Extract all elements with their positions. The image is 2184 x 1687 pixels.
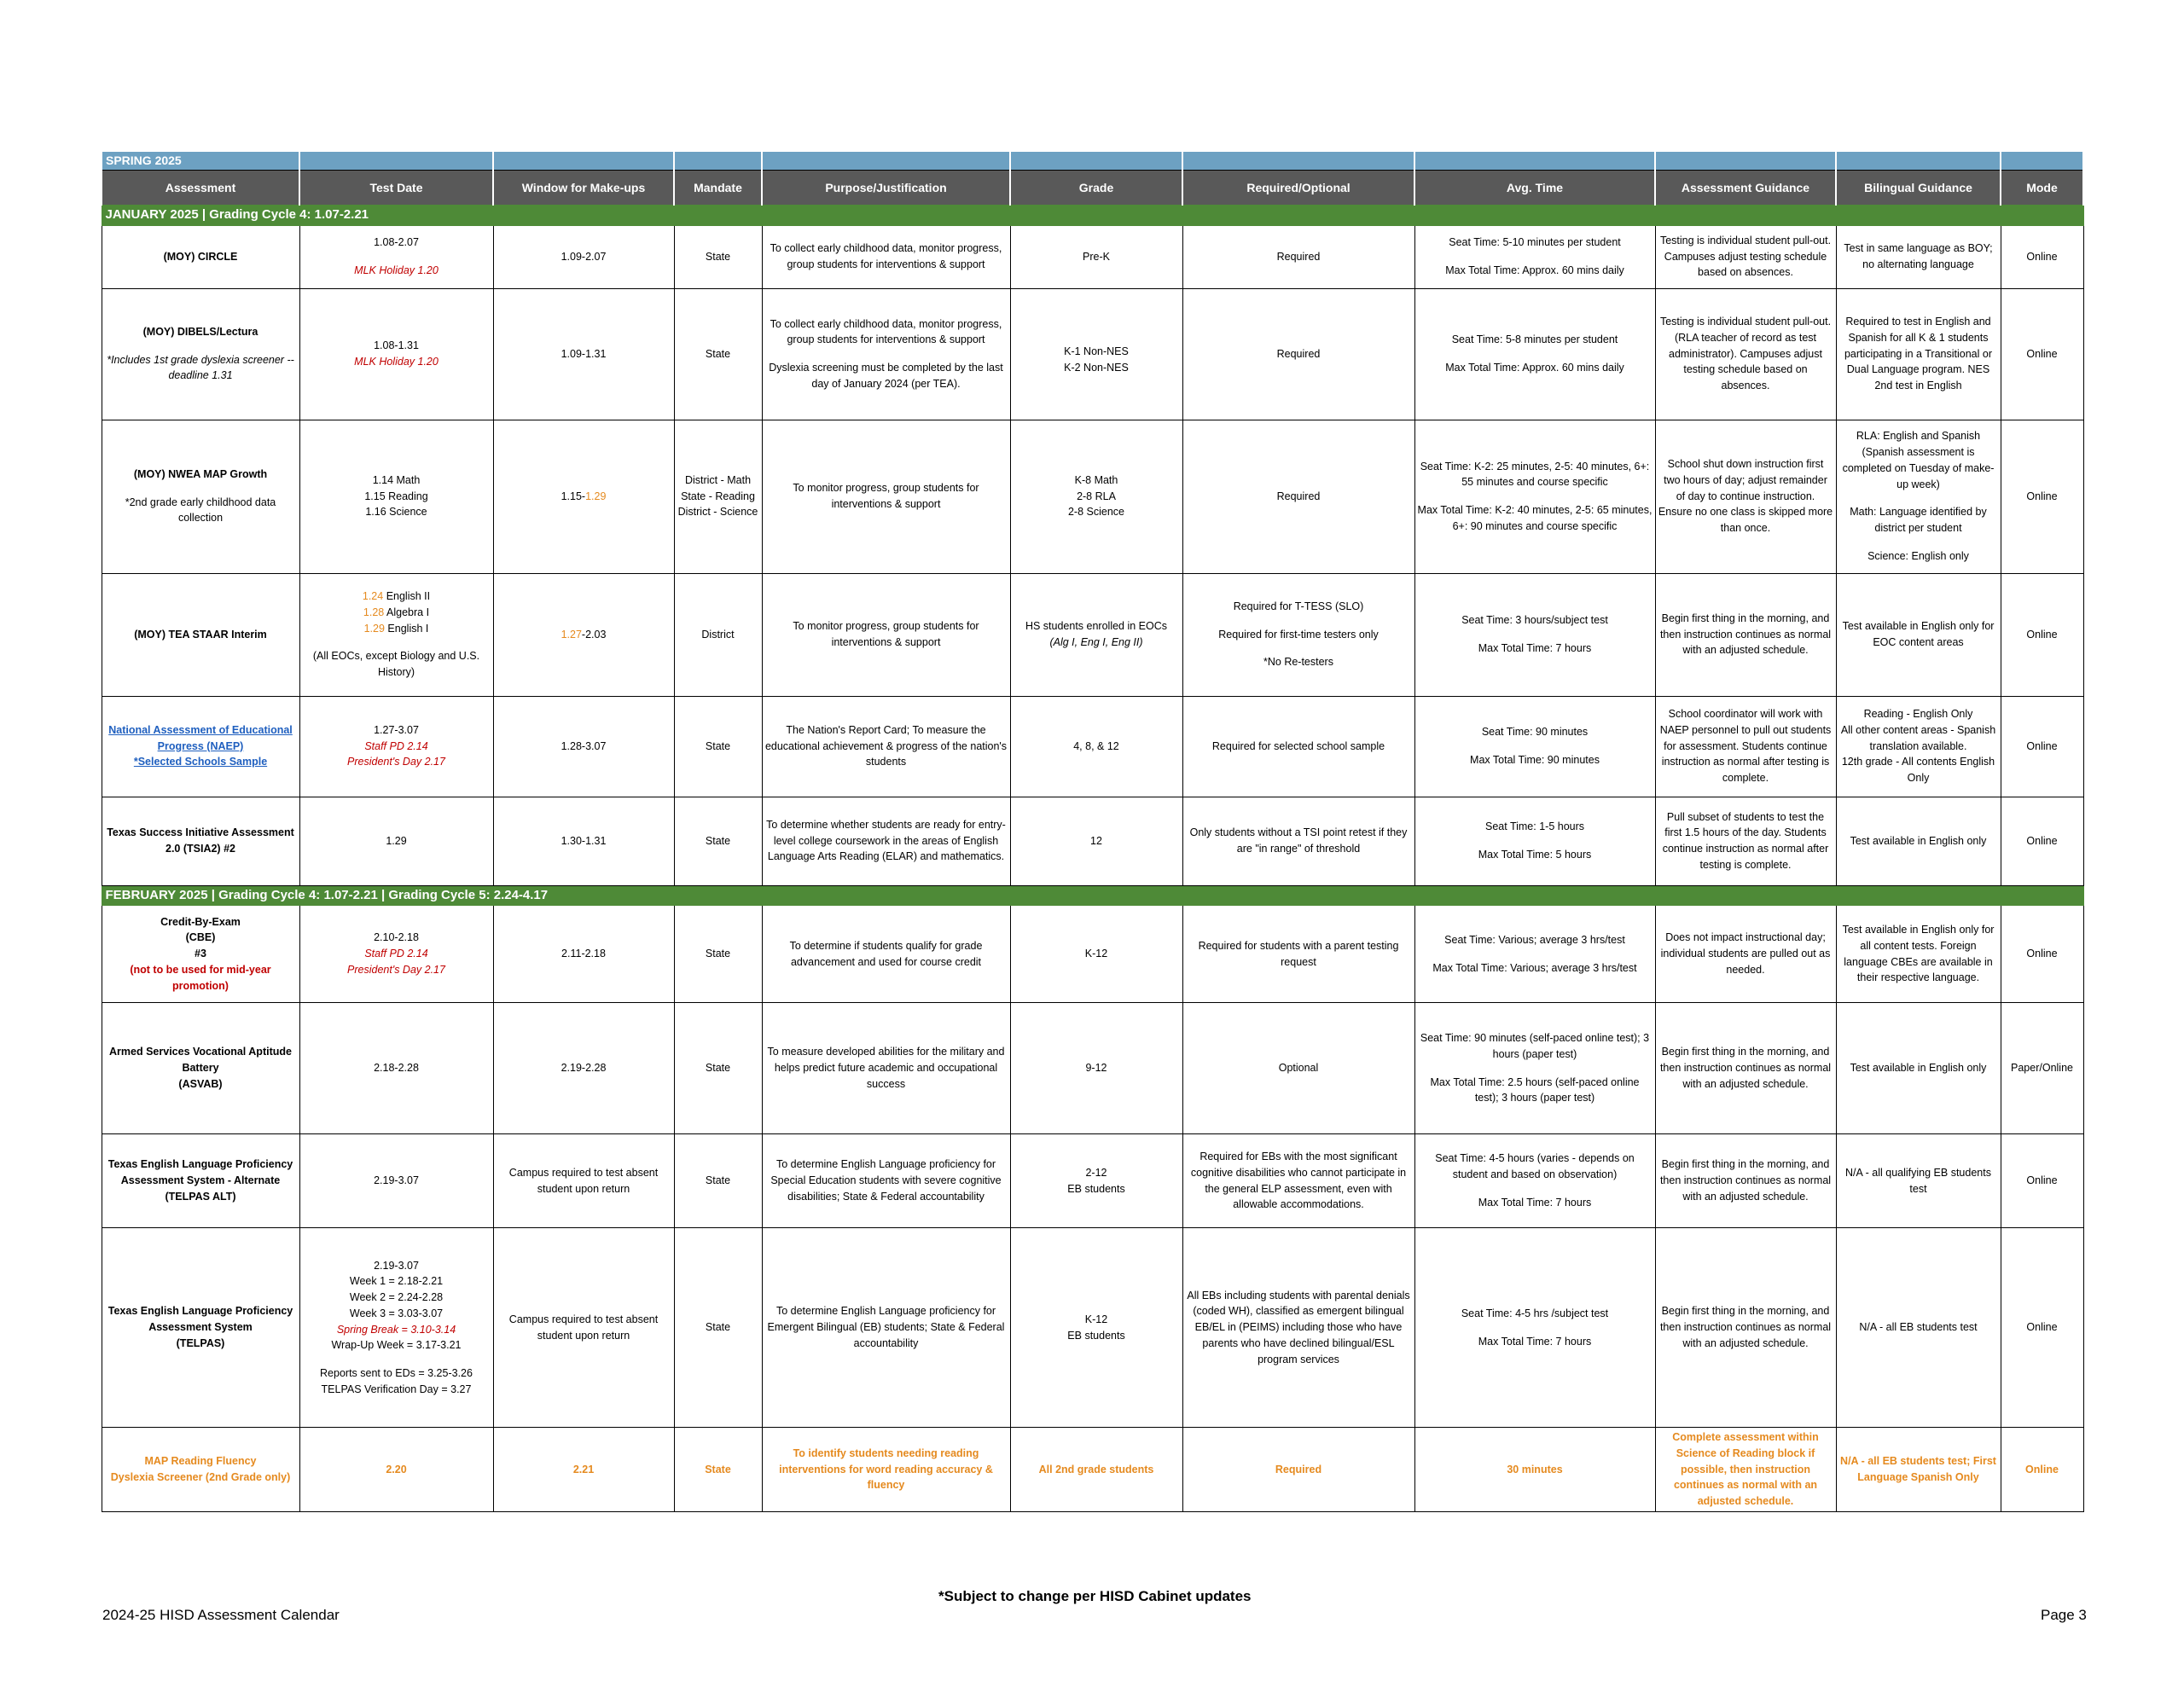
assessment-name: Texas English Language Proficiency Assessment System - Alternate (TELPAS ALT) <box>102 1134 299 1228</box>
purpose: The Nation's Report Card; To measure the educational achievement & progress of the nation's students <box>762 696 1010 797</box>
mode: Online <box>2001 797 2083 885</box>
grade: K-1 Non-NES K-2 Non-NES <box>1010 288 1182 420</box>
purpose: To measure developed abilities for the military and helps predict future academic and occupational success <box>762 1003 1010 1134</box>
required: Only students without a TSI point retest if they are "in range" of threshold <box>1182 797 1414 885</box>
mandate: District <box>674 573 762 696</box>
assessment-calendar-table <box>101 151 2084 1512</box>
mode: Paper/Online <box>2001 1003 2083 1134</box>
cycle-row-january <box>102 206 2083 226</box>
avg-time: Seat Time: 4-5 hrs /subject test Max Total Time: 7 hours <box>1414 1228 1655 1428</box>
table-row <box>102 1003 2083 1134</box>
footer-title: 2024-25 HISD Assessment Calendar <box>102 1607 340 1623</box>
table-row <box>102 288 2083 420</box>
makeup-window: 1.15-1.29 <box>493 420 674 573</box>
grade: K-8 Math 2-8 RLA 2-8 Science <box>1010 420 1182 573</box>
bilingual-guidance: Required to test in English and Spanish for all K & 1 students participating in a Transitional or Dual Language program. NES 2nd test in English <box>1836 288 2001 420</box>
assessment-name: Texas Success Initiative Assessment 2.0 (TSIA2) #2 <box>102 797 299 885</box>
makeup-window: 1.09-1.31 <box>493 288 674 420</box>
makeup-window: Campus required to test absent student upon return <box>493 1228 674 1428</box>
mode: Online <box>2001 1228 2083 1428</box>
test-date: 1.08-1.31 MLK Holiday 1.20 <box>299 288 493 420</box>
table-row <box>102 1134 2083 1228</box>
bilingual-guidance: Test in same language as BOY; no alternating language <box>1836 225 2001 288</box>
grade: K-12 <box>1010 906 1182 1003</box>
purpose: To monitor progress, group students for interventions & support <box>762 573 1010 696</box>
assessment-guidance: Begin first thing in the morning, and then instruction continues as normal with an adjusted schedule. <box>1655 1003 1836 1134</box>
mode: Online <box>2001 906 2083 1003</box>
required: Required for T-TESS (SLO) Required for first-time testers only *No Re-testers <box>1182 573 1414 696</box>
mandate: State <box>674 1228 762 1428</box>
table-row <box>102 1428 2083 1512</box>
assessment-guidance: Testing is individual student pull-out. Campuses adjust testing schedule based on absences. <box>1655 225 1836 288</box>
assessment-name: (MOY) TEA STAAR Interim <box>102 573 299 696</box>
naep-sample-link[interactable]: *Selected Schools Sample <box>133 756 268 768</box>
mode: Online <box>2001 573 2083 696</box>
season-label: SPRING 2025 <box>102 152 299 171</box>
assessment-name: (MOY) CIRCLE <box>102 225 299 288</box>
header-assessment: Assessment <box>102 171 299 206</box>
grade: HS students enrolled in EOCs (Alg I, Eng I, Eng II) <box>1010 573 1182 696</box>
purpose: To collect early childhood data, monitor progress, group students for interventions & support Dyslexia screening must be completed by the last day of January 2024 (per TEA). <box>762 288 1010 420</box>
bilingual-guidance: Test available in English only <box>1836 797 2001 885</box>
assessment-name: Credit-By-Exam (CBE) #3 (not to be used for mid-year promotion) <box>102 906 299 1003</box>
bilingual-guidance: N/A - all EB students test; First Language Spanish Only <box>1836 1428 2001 1512</box>
table-row <box>102 696 2083 797</box>
header-test-date: Test Date <box>299 171 493 206</box>
avg-time: Seat Time: 90 minutes Max Total Time: 90 minutes <box>1414 696 1655 797</box>
test-date: 2.18-2.28 <box>299 1003 493 1134</box>
header-purpose: Purpose/Justification <box>762 171 1010 206</box>
required: Required for selected school sample <box>1182 696 1414 797</box>
mandate: State <box>674 1134 762 1228</box>
makeup-window: 1.30-1.31 <box>493 797 674 885</box>
avg-time: Seat Time: 3 hours/subject test Max Total Time: 7 hours <box>1414 573 1655 696</box>
bilingual-guidance: Reading - English Only All other content areas - Spanish translation available. 12th grade - All contents English Only <box>1836 696 2001 797</box>
bilingual-guidance: RLA: English and Spanish (Spanish assessment is completed on Tuesday of make-up week) Math: Language identified by district per student Science: English only <box>1836 420 2001 573</box>
test-date: 2.20 <box>299 1428 493 1512</box>
table-row <box>102 797 2083 885</box>
assessment-name: Texas English Language Proficiency Assessment System (TELPAS) <box>102 1228 299 1428</box>
avg-time: Seat Time: 4-5 hours (varies - depends on student and based on observation) Max Total Time: 7 hours <box>1414 1134 1655 1228</box>
bilingual-guidance: Test available in English only for EOC content areas <box>1836 573 2001 696</box>
assessment-guidance: School coordinator will work with NAEP personnel to pull out students for assessment. Students continue instruction as normal after testing is complete. <box>1655 696 1836 797</box>
table-row <box>102 420 2083 573</box>
mandate: District - Math State - Reading District - Science <box>674 420 762 573</box>
avg-time: Seat Time: K-2: 25 minutes, 2-5: 40 minutes, 6+: 55 minutes and course specific Max Total Time: K-2: 40 minutes, 2-5: 65 minutes, 6+: 90 minutes and course specific <box>1414 420 1655 573</box>
mandate: State <box>674 696 762 797</box>
bilingual-guidance: Test available in English only <box>1836 1003 2001 1134</box>
test-date: 1.29 <box>299 797 493 885</box>
grade: 12 <box>1010 797 1182 885</box>
purpose: To identify students needing reading interventions for word reading accuracy & fluency <box>762 1428 1010 1512</box>
bilingual-guidance: N/A - all qualifying EB students test <box>1836 1134 2001 1228</box>
season-row <box>102 152 2083 171</box>
assessment-guidance: Pull subset of students to test the first 1.5 hours of the day. Students continue instruction as normal after testing is complete. <box>1655 797 1836 885</box>
makeup-window: 1.09-2.07 <box>493 225 674 288</box>
table-row <box>102 225 2083 288</box>
test-date: 1.14 Math 1.15 Reading 1.16 Science <box>299 420 493 573</box>
grade: K-12 EB students <box>1010 1228 1182 1428</box>
naep-link[interactable]: National Assessment of Educational Progress (NAEP) <box>108 723 293 752</box>
purpose: To determine if students qualify for grade advancement and used for course credit <box>762 906 1010 1003</box>
grade: All 2nd grade students <box>1010 1428 1182 1512</box>
assessment-name <box>102 696 299 797</box>
avg-time: Seat Time: 90 minutes (self-paced online test); 3 hours (paper test) Max Total Time: 2.5 hours (self-paced online test); 3 hours (paper test) <box>1414 1003 1655 1134</box>
mandate: State <box>674 1428 762 1512</box>
required: Required for students with a parent testing request <box>1182 906 1414 1003</box>
makeup-window: 2.11-2.18 <box>493 906 674 1003</box>
assessment-name: (MOY) DIBELS/Lectura *Includes 1st grade dyslexia screener -- deadline 1.31 <box>102 288 299 420</box>
avg-time: Seat Time: 5-10 minutes per student Max Total Time: Approx. 60 mins daily <box>1414 225 1655 288</box>
mandate: State <box>674 225 762 288</box>
required: Required <box>1182 420 1414 573</box>
table-row <box>102 1228 2083 1428</box>
cycle-row-february <box>102 885 2083 906</box>
footer-note: *Subject to change per HISD Cabinet updates <box>938 1588 1252 1604</box>
avg-time: Seat Time: Various; average 3 hrs/test Max Total Time: Various; average 3 hrs/test <box>1414 906 1655 1003</box>
required: Required for EBs with the most significant cognitive disabilities who cannot participate in the general ELP assessment, even with allowable accommodations. <box>1182 1134 1414 1228</box>
grade: 2-12 EB students <box>1010 1134 1182 1228</box>
makeup-window: 1.27-2.03 <box>493 573 674 696</box>
table-row <box>102 906 2083 1003</box>
bilingual-guidance: Test available in English only for all content tests. Foreign language CBEs are available in their respective language. <box>1836 906 2001 1003</box>
required: Optional <box>1182 1003 1414 1134</box>
header-required: Required/Optional <box>1182 171 1414 206</box>
header-row <box>102 171 2083 206</box>
purpose: To determine whether students are ready for entry-level college coursework in the areas of English Language Arts Reading (ELAR) and mathematics. <box>762 797 1010 885</box>
cycle-label-january: JANUARY 2025 | Grading Cycle 4: 1.07-2.21 <box>102 206 2083 226</box>
assessment-guidance: Begin first thing in the morning, and then instruction continues as normal with an adjusted schedule. <box>1655 1228 1836 1428</box>
makeup-window: 2.19-2.28 <box>493 1003 674 1134</box>
mandate: State <box>674 1003 762 1134</box>
required: Required <box>1182 288 1414 420</box>
required: All EBs including students with parental denials (coded WH), classified as emergent bilingual EB/EL in (PEIMS) including those who have parents who have declined bilingual/ESL program services <box>1182 1228 1414 1428</box>
assessment-guidance: Testing is individual student pull-out. (RLA teacher of record as test administrator). Campuses adjust testing schedule based on absences. <box>1655 288 1836 420</box>
test-date: 1.24 English II 1.28 Algebra I 1.29 English I (All EOCs, except Biology and U.S. History) <box>299 573 493 696</box>
header-assessment-guidance: Assessment Guidance <box>1655 171 1836 206</box>
purpose: To determine English Language proficiency for Special Education students with severe cognitive disabilities; State & Federal accountability <box>762 1134 1010 1228</box>
bilingual-guidance: N/A - all EB students test <box>1836 1228 2001 1428</box>
header-makeups: Window for Make-ups <box>493 171 674 206</box>
header-grade: Grade <box>1010 171 1182 206</box>
makeup-window: 2.21 <box>493 1428 674 1512</box>
test-date: 1.08-2.07 MLK Holiday 1.20 <box>299 225 493 288</box>
avg-time: 30 minutes <box>1414 1428 1655 1512</box>
mode: Online <box>2001 1428 2083 1512</box>
test-date: 2.10-2.18 Staff PD 2.14 President's Day 2.17 <box>299 906 493 1003</box>
mandate: State <box>674 906 762 1003</box>
required: Required <box>1182 225 1414 288</box>
test-date: 2.19-3.07 Week 1 = 2.18-2.21 Week 2 = 2.24-2.28 Week 3 = 3.03-3.07 Spring Break = 3.10-3.14 Wrap-Up Week = 3.17-3.21 Reports sent to EDs = 3.25-3.26 TELPAS Verification Day = 3.27 <box>299 1228 493 1428</box>
avg-time: Seat Time: 1-5 hours Max Total Time: 5 hours <box>1414 797 1655 885</box>
header-bilingual-guidance: Bilingual Guidance <box>1836 171 2001 206</box>
header-avg-time: Avg. Time <box>1414 171 1655 206</box>
mode: Online <box>2001 420 2083 573</box>
assessment-name: Armed Services Vocational Aptitude Battery (ASVAB) <box>102 1003 299 1134</box>
mode: Online <box>2001 225 2083 288</box>
purpose: To collect early childhood data, monitor progress, group students for interventions & support <box>762 225 1010 288</box>
assessment-guidance: Begin first thing in the morning, and then instruction continues as normal with an adjusted schedule. <box>1655 573 1836 696</box>
header-mode: Mode <box>2001 171 2083 206</box>
required: Required <box>1182 1428 1414 1512</box>
purpose: To determine English Language proficiency for Emergent Bilingual (EB) students; State & Federal accountability <box>762 1228 1010 1428</box>
assessment-guidance: School shut down instruction first two hours of day; adjust remainder of day to continue instruction. Ensure no one class is skipped more than once. <box>1655 420 1836 573</box>
test-date: 2.19-3.07 <box>299 1134 493 1228</box>
mode: Online <box>2001 1134 2083 1228</box>
makeup-window: Campus required to test absent student upon return <box>493 1134 674 1228</box>
assessment-guidance: Does not impact instructional day; individual students are pulled out as needed. <box>1655 906 1836 1003</box>
mandate: State <box>674 797 762 885</box>
assessment-guidance: Complete assessment within Science of Reading block if possible, then instruction continues as normal with an adjusted schedule. <box>1655 1428 1836 1512</box>
test-date: 1.27-3.07 Staff PD 2.14 President's Day 2.17 <box>299 696 493 797</box>
grade: Pre-K <box>1010 225 1182 288</box>
purpose: To monitor progress, group students for interventions & support <box>762 420 1010 573</box>
avg-time: Seat Time: 5-8 minutes per student Max Total Time: Approx. 60 mins daily <box>1414 288 1655 420</box>
header-mandate: Mandate <box>674 171 762 206</box>
mode: Online <box>2001 288 2083 420</box>
cycle-label-february: FEBRUARY 2025 | Grading Cycle 4: 1.07-2.21 | Grading Cycle 5: 2.24-4.17 <box>102 885 2083 906</box>
assessment-guidance: Begin first thing in the morning, and then instruction continues as normal with an adjusted schedule. <box>1655 1134 1836 1228</box>
grade: 9-12 <box>1010 1003 1182 1134</box>
table-row <box>102 573 2083 696</box>
assessment-name: MAP Reading Fluency Dyslexia Screener (2nd Grade only) <box>102 1428 299 1512</box>
assessment-name: (MOY) NWEA MAP Growth *2nd grade early childhood data collection <box>102 420 299 573</box>
makeup-window: 1.28-3.07 <box>493 696 674 797</box>
page-number: Page 3 <box>2041 1607 2087 1623</box>
mandate: State <box>674 288 762 420</box>
mode: Online <box>2001 696 2083 797</box>
grade: 4, 8, & 12 <box>1010 696 1182 797</box>
